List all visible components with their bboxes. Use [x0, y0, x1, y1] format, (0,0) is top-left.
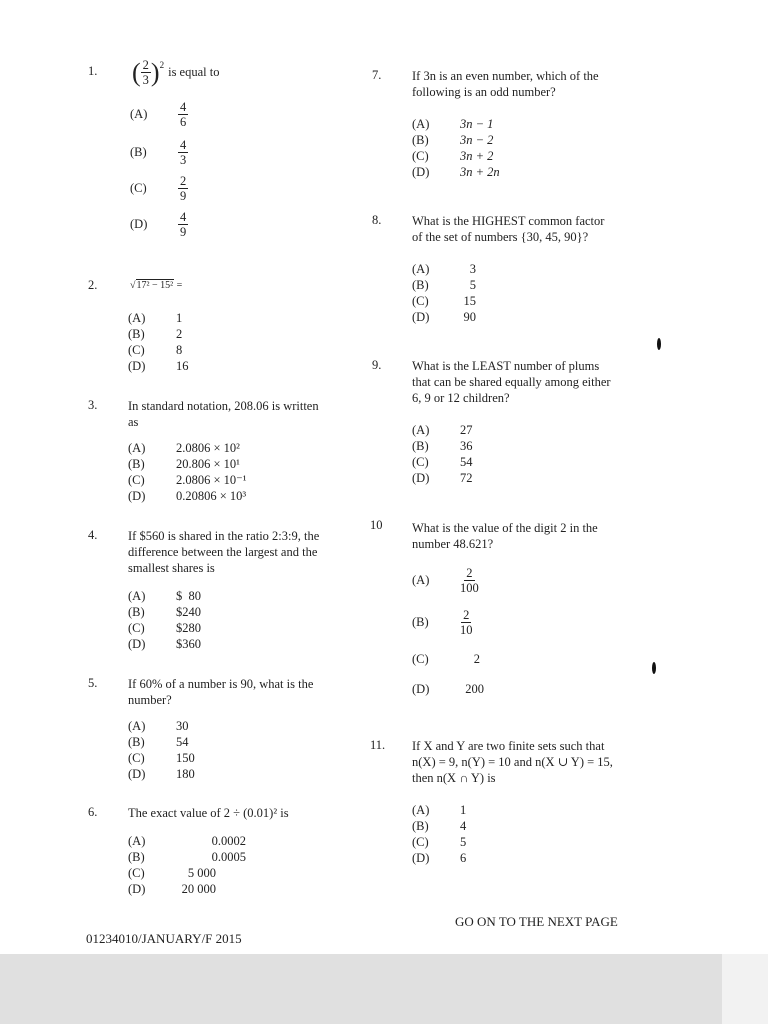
- option-c: (C) 2.0806 × 10⁻¹: [128, 473, 247, 487]
- question-1: [88, 58, 348, 248]
- option-d: (D) 0.20806 × 10³: [128, 489, 247, 503]
- option-b: (B) $\frac{2}{10}$: [412, 608, 473, 637]
- question-number: 2.: [88, 278, 98, 292]
- options-list: [128, 440, 247, 504]
- options-list: [128, 310, 189, 374]
- question-stem: If X and Y are two finite sets such that n(X) = 9, n(Y) = 10 and n(X ∪ Y) = 15, then n(X ∩ Y) is: [412, 739, 613, 785]
- option-a: (A) 1: [128, 311, 183, 325]
- question-8: [372, 213, 652, 328]
- scan-edge: [0, 954, 722, 1024]
- option-b: (B) 20.806 × 10¹: [128, 457, 240, 471]
- question-9: [372, 358, 652, 488]
- scan-mark: [652, 662, 656, 674]
- option-a: (A) 27: [412, 423, 473, 437]
- question-number: 5.: [88, 676, 98, 690]
- option-d: (D) $\frac{4}{9}$: [130, 210, 187, 239]
- option-a: (A) 0.0002: [128, 834, 246, 848]
- option-b: (B) 3n − 2: [412, 133, 494, 147]
- option-c: (C) 5 000: [128, 866, 216, 880]
- option-c: (C) 15: [412, 294, 476, 308]
- question-5: [88, 676, 358, 786]
- option-c: (C) 2: [412, 652, 480, 666]
- option-c: (C) $\frac{2}{9}$: [130, 174, 187, 203]
- option-d: (D) 20 000: [128, 882, 216, 896]
- question-stem: If 3n is an even number, which of the following is an odd number?: [412, 69, 599, 99]
- options-list: [412, 261, 476, 325]
- question-number: 8.: [372, 213, 382, 227]
- options-list: [128, 588, 201, 652]
- question-stem: If $560 is shared in the ratio 2:3:9, the difference between the largest and the smallest shares is: [128, 529, 320, 575]
- question-number: 1.: [88, 64, 98, 78]
- question-stem: If 60% of a number is 90, what is the number?: [128, 677, 314, 707]
- option-b: (B) 4: [412, 819, 467, 833]
- option-c: (C) $280: [128, 621, 201, 635]
- option-b: (B) 54: [128, 735, 189, 749]
- question-number: 6.: [88, 805, 98, 819]
- question-stem: ( $\frac{2}{3}$ ) $^2$ is equal to: [132, 57, 220, 87]
- options-list: [412, 422, 473, 486]
- question-4: [88, 528, 358, 653]
- question-stem: The exact value of 2 ÷ (0.01)² is: [128, 806, 289, 820]
- option-b: (B) $\frac{4}{3}$: [130, 138, 187, 167]
- option-a: (A) 1: [412, 803, 467, 817]
- option-a: (A) $ 80: [128, 589, 201, 603]
- option-a: (A) $\frac{4}{6}$: [130, 100, 187, 129]
- question-stem: What is the LEAST number of plums that can be shared equally among either 6, 9 or 12 children?: [412, 359, 611, 405]
- paper-code: 01234010/JANUARY/F 2015: [86, 931, 242, 946]
- question-number: 4.: [88, 528, 98, 542]
- options-list: [128, 833, 246, 897]
- option-c: (C) 150: [128, 751, 195, 765]
- question-number: 10: [370, 518, 383, 532]
- question-number: 7.: [372, 68, 382, 82]
- options-list: [412, 116, 500, 180]
- question-stem: What is the value of the digit 2 in the number 48.621?: [412, 521, 598, 551]
- option-a: (A) 2.0806 × 10²: [128, 441, 240, 455]
- option-b: (B) 5: [412, 278, 476, 292]
- option-d: (D) 72: [412, 471, 473, 485]
- question-number: 3.: [88, 398, 98, 412]
- option-c: (C) 8: [128, 343, 183, 357]
- option-a: (A) $\frac{2}{100}$: [412, 566, 479, 595]
- question-7: [372, 68, 652, 183]
- options-list: [412, 802, 466, 866]
- question-stem: In standard notation, 208.06 is written as: [128, 399, 319, 429]
- option-c: (C) 3n + 2: [412, 149, 494, 163]
- scan-edge: [722, 954, 768, 1024]
- options-list: [128, 718, 195, 782]
- option-d: (D) 3n + 2n: [412, 165, 500, 179]
- question-6: [88, 805, 358, 900]
- option-d: (D) 6: [412, 851, 467, 865]
- question-11: [370, 738, 655, 868]
- question-10: [370, 518, 650, 703]
- option-a: (A) 3n − 1: [412, 117, 494, 131]
- go-on-next-page: GO ON TO THE NEXT PAGE: [455, 914, 618, 929]
- question-number: 9.: [372, 358, 382, 372]
- option-c: (C) 54: [412, 455, 473, 469]
- option-d: (D) $360: [128, 637, 201, 651]
- option-b: (B) $240: [128, 605, 201, 619]
- option-a: (A) 3: [412, 262, 476, 276]
- question-stem: √17² − 15² =: [130, 280, 183, 291]
- option-c: (C) 5: [412, 835, 467, 849]
- option-d: (D) 200: [412, 682, 484, 696]
- question-2: [88, 278, 348, 378]
- option-d: (D) 16: [128, 359, 189, 373]
- option-b: (B) 0.0005: [128, 850, 246, 864]
- option-a: (A) 30: [128, 719, 189, 733]
- option-d: (D) 180: [128, 767, 195, 781]
- option-b: (B) 2: [128, 327, 183, 341]
- scan-mark: [657, 338, 661, 350]
- question-stem: What is the HIGHEST common factor of the set of numbers {30, 45, 90}?: [412, 214, 605, 244]
- option-d: (D) 90: [412, 310, 476, 324]
- option-b: (B) 36: [412, 439, 473, 453]
- question-number: 11.: [370, 738, 386, 752]
- question-3: [88, 398, 358, 508]
